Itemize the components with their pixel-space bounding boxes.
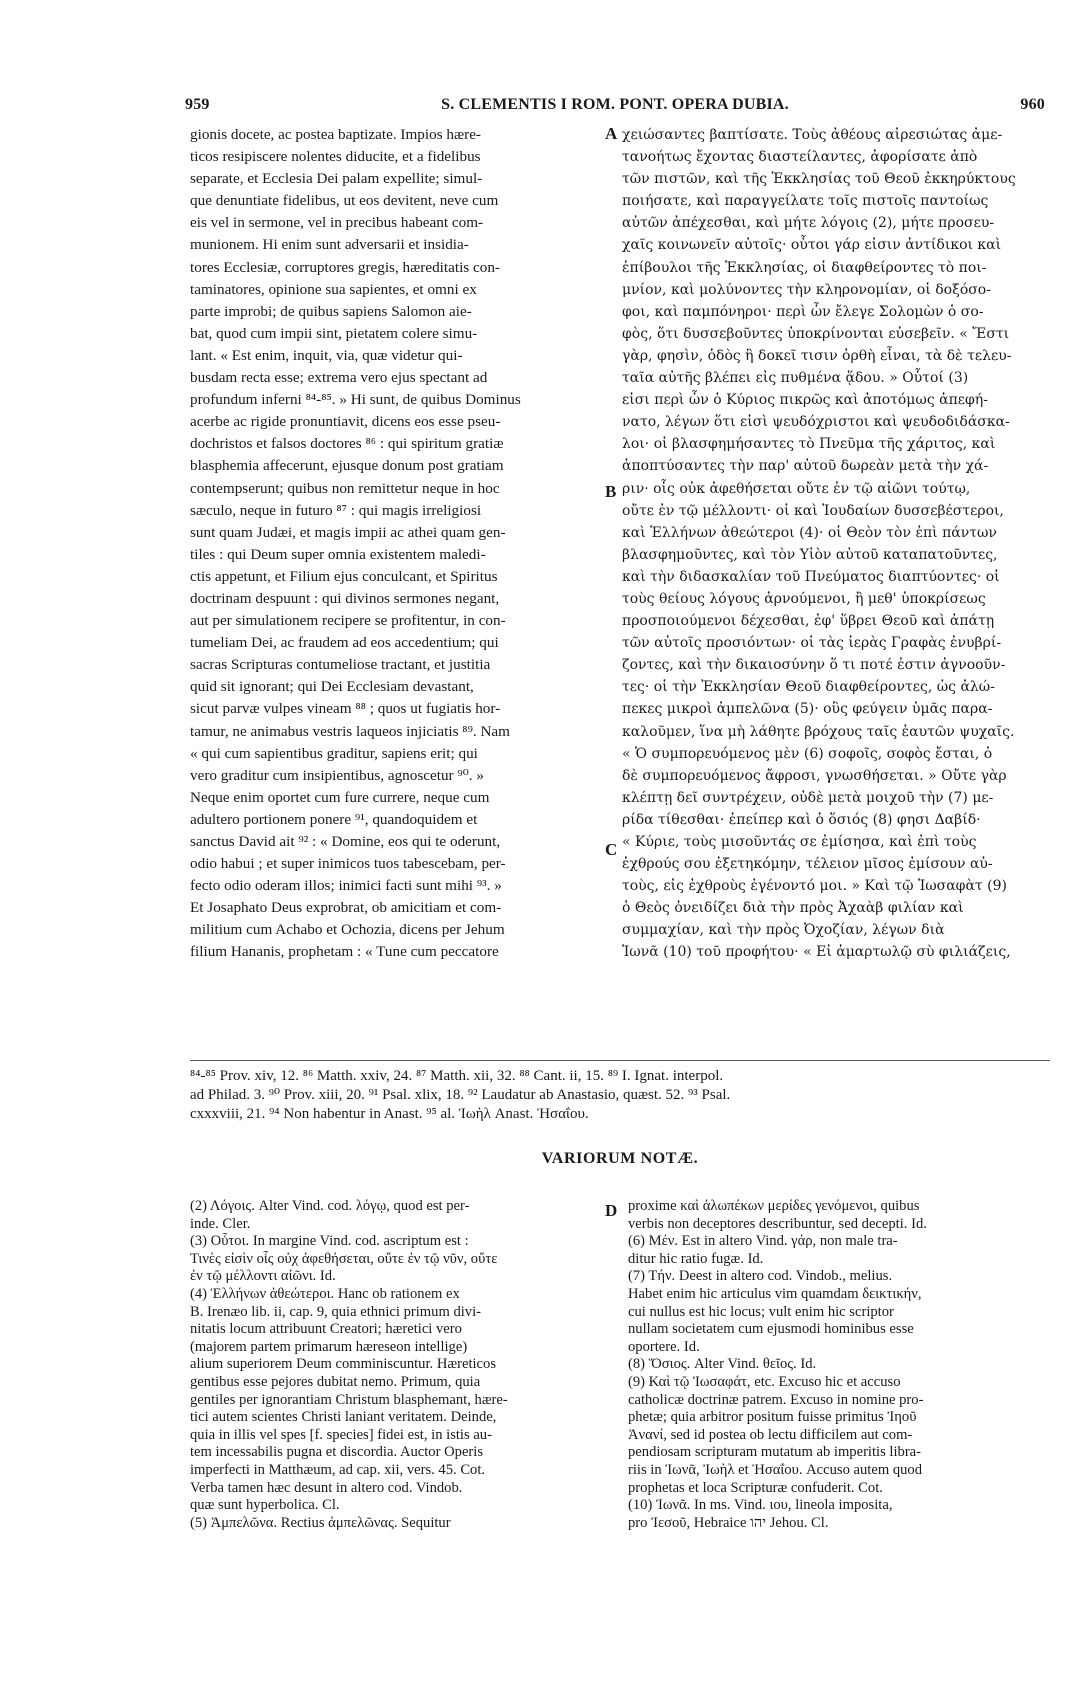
text-line: λοι· οἱ βλασφημήσαντες τὸ Πνεῦμα τῆς χάριτος, καὶ (622, 436, 996, 453)
text-line: acerbe ac rigide pronuntiavit, dicens eos esse pseu- (190, 413, 501, 431)
text-line: ὁ Θεὸς ὀνειδίζει διὰ τὴν πρὸς Ἀχαὰβ φιλίαν καὶ (622, 900, 964, 917)
reference-line: ⁸⁴-⁸⁵ Prov. xiv, 12. ⁸⁶ Matth. xxiv, 24. ⁸⁷ Matth. xii, 32. ⁸⁸ Cant. ii, 15. ⁸⁹ I. Ignat. interpol. (190, 1068, 724, 1084)
text-line: φοι, καὶ παμπόνηροι· περὶ ὧν ἔλεγε Σολομὼν ὁ σο- (622, 303, 984, 320)
margin-mark-d: D (605, 1201, 618, 1220)
notes-title: VARIORUM NOTÆ. (541, 1150, 699, 1167)
text-line: ctis appetunt, et Filium ejus conculcant, et Spiritus (190, 567, 498, 585)
text-line: συμμαχίαν, καὶ τὴν πρὸς Ὀχοζίαν, λέγων διὰ (622, 922, 945, 939)
text-line: ταῖα αὐτῆς βλέπει εἰς πυθμένα ᾅδου. » Οὗτοί (3) (622, 370, 969, 387)
text-line: sæculo, neque in futuro ⁸⁷ : qui magis irreligiosi (190, 501, 482, 519)
text-line: taminatores, opinione sua sapientes, et omni ex (190, 280, 477, 298)
text-line: odio habui ; et super inimicos tuos tabescebam, per- (190, 855, 506, 873)
reference-line: cxxxviii, 21. ⁹⁴ Non habentur in Anast. ⁹⁵ al. Ἰωὴλ Anast. Ἡσαΐου. (190, 1106, 589, 1122)
note-line: prophetas et loca Scripturæ confuderit. Cot. (628, 1479, 883, 1496)
text-line: ἐπίβουλοι τῆς Ἐκκλησίας, οἱ διαφθείροντες τὸ ποι- (622, 259, 987, 276)
text-line: τανοήτως ἔχοντας διαστείλαντες, ἀφορίσατε ἀπὸ (622, 149, 978, 166)
text-line: χαῖς κοινωνεῖν αὐτοῖς· οὗτοι γάρ εἰσιν ἀντίδικοι καὶ (622, 237, 1002, 254)
note-line: (4) Ἑλλήνων ἀθεώτεροι. Hanc ob rationem ex (190, 1285, 460, 1302)
text-line: γὰρ, φησὶν, ὁδὸς ἣ δοκεῖ τισιν ὀρθὴ εἶναι, τὰ δὲ τελευ- (622, 347, 1012, 364)
text-line: vero graditur cum insipientibus, agnoscetur ⁹⁰. » (190, 766, 484, 784)
text-line: τοὺς, εἰς ἐχθροὺς ἐγένοντό μοι. » Καὶ τῷ Ἰωσαφὰτ (9) (622, 878, 1007, 895)
text-line: quid sit ignorant; qui Dei Ecclesiam devastant, (190, 678, 474, 696)
scripture-references (190, 1067, 1050, 1124)
margin-mark-b: B (605, 482, 617, 501)
text-line: profundum inferni ⁸⁴-⁸⁵. » Hi sunt, de quibus Dominus (190, 391, 521, 409)
text-line: sanctus David ait ⁹² : « Domine, eos qui te oderunt, (190, 833, 501, 850)
text-line: « Κύριε, τοὺς μισοῦντάς σε ἐμίσησα, καὶ ἐπὶ τοὺς (622, 834, 977, 850)
text-line: μνίον, καὶ μολύνοντες τὴν κληρονομίαν, οἱ δοξόσο- (622, 281, 991, 298)
note-line: (9) Καὶ τῷ Ἰωσαφάτ, etc. Excuso hic et accuso (628, 1373, 901, 1390)
text-line: τῶν πιστῶν, καὶ τῆς Ἐκκλησίας τοῦ Θεοῦ ἐκκηρύκτους (622, 171, 1016, 188)
page-number-left: 959 (185, 96, 210, 113)
text-line: ρίδα τίθεσθαι· ἐπείπερ καὶ ὁ ὅσιός (8) φησι Δαβίδ· (622, 811, 981, 828)
text-line: tiles : qui Deum super omnia existentem maledi- (190, 545, 486, 563)
text-line: blasphemia affecerunt, ejusque donum post gratiam (190, 457, 504, 475)
text-line: τῶν αὐτοῖς προσιόντων· οἱ τὰς ἱερὰς Γραφὰς ἐνυβρί- (622, 635, 1002, 652)
note-line: imperfecti in Matthæum, ad cap. xii, vers. 45. Cot. (190, 1461, 486, 1478)
note-line: pro Ἰεσοῦ, Hebraice יהו Jehou. Cl. (628, 1514, 829, 1531)
text-line: militium cum Achabo et Ochozia, dicens per Jehum (190, 921, 505, 939)
footnote-divider (190, 1060, 1050, 1061)
text-line: Et Josaphato Deus exprobrat, ob amicitiam et com- (190, 899, 502, 917)
text-line: aut per simulationem recipere se profitentur, in con- (190, 612, 506, 630)
margin-mark-c: C (605, 840, 618, 859)
note-line: (5) Ἀμπελῶνα. Rectius ἀμπελῶνας. Sequitur (190, 1514, 451, 1531)
margin-mark-a: A (605, 124, 618, 143)
note-line: phetæ; quia arbitror positum fuisse primitus Ἰηοῦ (628, 1409, 917, 1426)
text-line: busdam recta esse; extrema vero ejus spectant ad (190, 369, 488, 387)
note-line: ἐν τῷ μέλλοντι αἰῶνι. Id. (190, 1268, 336, 1285)
reference-line: ad Philad. 3. ⁹⁰ Prov. xiii, 20. ⁹¹ Psal. xlix, 18. ⁹² Laudatur ab Anastasio, quæst. 52. ⁹³ Psal. (190, 1087, 731, 1103)
note-line: nullam societatem cum ejusmodi hominibus esse (628, 1321, 914, 1338)
latin-text-column (190, 124, 600, 964)
note-line: Ἀνανί, sed id postea ob lectu difficilem aut com- (628, 1426, 913, 1443)
text-line: separate, et Ecclesia Dei palam expellite; simul- (190, 170, 483, 188)
text-line: sicut parvæ vulpes vineam ⁸⁸ ; quos ut fugiatis hor- (190, 700, 501, 718)
note-line: nitatis locum attribuunt Creatori; hæretici vero (190, 1321, 462, 1338)
note-line: Verba tamen hæc desunt in altero cod. Vindob. (190, 1479, 463, 1496)
text-line: προσποιούμενοι δέχεσθαι, ἐφ' ὕβρει Θεοῦ καὶ ἀπάτῃ (622, 613, 995, 630)
text-line: sacras Scripturas contumeliose tractant, et justitia (190, 656, 491, 674)
note-line: riis in Ἰωνᾶ, Ἰωὴλ et Ἡσαΐου. Accuso autem quod (628, 1461, 923, 1478)
text-line: οὔτε ἐν τῷ μέλλοντι· οἱ καὶ Ἰουδαίων δυσσεβέστεροι, (622, 502, 1004, 519)
note-line: (7) Τήν. Deest in altero cod. Vindob., melius. (628, 1268, 893, 1285)
note-line: oportere. Id. (628, 1338, 700, 1355)
text-line: tores Ecclesiæ, corruptores gregis, hæreditatis con- (190, 258, 500, 276)
text-line: parte improbi; de quibus sapiens Salomon aie- (190, 302, 472, 320)
text-line: καὶ Ἑλλήνων ἀθεώτεροι (4)· οἱ Θεὸν τὸν ἐπὶ πάντων (622, 524, 997, 541)
text-line: τοὺς θείους λόγους ἀρνούμενοι, ἢ μεθ' ὑποκρίσεως (622, 590, 986, 607)
page-number-right: 960 (1020, 96, 1045, 113)
note-line: (majorem partem primarum hæreseon intellige) (190, 1338, 468, 1355)
text-line: καλοῦμεν, ἵνα μὴ λάθητε βρόχους ταῖς ἑαυτῶν ψυχαῖς. (622, 723, 1015, 740)
text-line: φὸς, ὅτι δυσσεβοῦντες ὑποκρίνονται εὐσεβεῖν. « Ἔστι (622, 325, 1010, 342)
note-line: inde. Cler. (190, 1215, 251, 1232)
notes-left-column (190, 1198, 600, 1532)
notes-right-column (628, 1198, 1050, 1532)
note-line: pendiosam scripturam mutatum ab imperitis libra- (628, 1444, 922, 1461)
text-line: dochristos et falsos doctores ⁸⁶ : qui spiritum gratiæ (190, 435, 504, 453)
text-line: doctrinam despuunt : qui divinos sermones negant, (190, 589, 500, 607)
text-line: contempserunt; quibus non remittetur neque in hoc (190, 479, 500, 497)
note-line: quæ sunt hyperbolica. Cl. (190, 1497, 340, 1514)
text-line: ποιήσατε, καὶ παραγγείλατε τοῖς πιστοῖς παντοίως (622, 193, 989, 210)
text-line: δὲ συμπορευόμενος ἄφροσι, γνωσθήσεται. » Οὔτε γὰρ (622, 767, 1007, 784)
text-line: αὐτῶν ἀπέχεσθαι, καὶ μήτε λόγοις (2), μήτε προσευ- (622, 215, 995, 232)
note-line: Habet enim hic articulus vim quamdam δεικτικήν, (628, 1285, 922, 1302)
text-line: lant. « Est enim, inquit, via, quæ videtur qui- (190, 346, 463, 364)
text-line: ἐχθρούς σου ἐξετηκόμην, τέλειον μῖσος ἐμίσουν αὐ- (622, 856, 993, 873)
text-line: ἀποπτύσαντες τὴν παρ' αὐτοῦ δωρεὰν μετὰ τὴν χά- (622, 458, 989, 475)
text-line: εἰσι περὶ ὧν ὁ Κύριος πικρῶς καὶ ἀποτόμως ἀπεφή- (622, 392, 988, 409)
text-line: ticos resipiscere nolentes diducite, et a fidelibus (190, 148, 481, 166)
note-line: gentiles per ignorantiam Christum blasphemant, hære- (190, 1391, 508, 1408)
text-line: χειώσαντες βαπτίσατε. Τοὺς ἀθέους αἱρεσιώτας ἀμε- (622, 127, 1003, 143)
note-line: verbis non deceptores describuntur, sed decepti. Id. (628, 1215, 927, 1232)
note-line: tem incessabilis pugna et discordia. Auctor Operis (190, 1444, 484, 1461)
text-line: ριν· οἷς οὐκ ἀφεθήσεται οὔτε ἐν τῷ αἰῶνι τούτῳ, (622, 480, 971, 497)
text-line: gionis docete, ac postea baptizate. Impios hære- (190, 126, 481, 143)
note-line: cui nullus est hic locus; vult enim hic scriptor (628, 1303, 894, 1320)
note-line: quia in illis vel spes [f. species] fidei est, in istis au- (190, 1426, 492, 1443)
note-line: (3) Οὗτοι. In margine Vind. cod. ascriptum est : (190, 1233, 469, 1250)
text-line: sunt quam Judæi, et magis impii ac athei quam gen- (190, 523, 506, 541)
text-line: πεκες μικροὶ ἀμπελῶνα (5)· οὓς φεύγειν ὑμᾶς παρα- (622, 701, 993, 718)
note-line: ditur hic ratio fugæ. Id. (628, 1250, 764, 1267)
text-line: « Ὁ συμπορευόμενος μὲν (6) σοφοῖς, σοφὸς ἔσται, ὁ (622, 745, 993, 762)
text-line: Neque enim oportet cum fure currere, neque cum (190, 788, 490, 806)
text-line: tumeliam Dei, ac fraudem ad eos accedentium; qui (190, 634, 499, 652)
text-line: βλασφημοῦντες, καὶ τὸν Υἱὸν αὐτοῦ καταπατοῦντες, (622, 546, 998, 563)
text-line: Ἰωνᾶ (10) τοῦ προφήτου· « Εἰ ἁμαρτωλῷ σὺ φιλιάζεις, (622, 944, 1011, 961)
page-title: S. CLEMENTIS I ROM. PONT. OPERA DUBIA. (441, 96, 789, 113)
text-line: que denuntiate fidelibus, ut eos devitent, neve cum (190, 192, 499, 210)
text-line: κλέπτῃ δεῖ συντρέχειν, οὐδὲ μετὰ μοιχοῦ τὴν (7) με- (622, 789, 994, 806)
running-header (185, 96, 1045, 122)
text-line: adultero portionem ponere ⁹¹, quandoquidem et (190, 810, 478, 828)
note-line: (6) Μέν. Est in altero Vind. γάρ, non male tra- (628, 1233, 898, 1250)
text-line: eis vel in sermone, vel in precibus habeant com- (190, 214, 484, 232)
text-line: ζοντες, καὶ τὴν δικαιοσύνην ὅ τι ποτέ ἐστιν ἀγνοοῦν- (622, 657, 1006, 674)
note-line: (10) Ἰωνᾶ. In ms. Vind. ιου, lineola imposita, (628, 1497, 893, 1514)
text-line: tamur, ne animabus vestris laqueos injiciatis ⁸⁹. Nam (190, 722, 510, 740)
text-line: bat, quod cum impii sint, pietatem colere simu- (190, 324, 478, 342)
note-line: (8) Ὅσιος. Alter Vind. θεῖος. Id. (628, 1356, 817, 1373)
greek-text-column (622, 124, 1050, 964)
text-line: munionem. Hi enim sunt adversarii et insidia- (190, 236, 469, 254)
note-line: (2) Λόγοις. Alter Vind. cod. λόγῳ, quod est per- (190, 1198, 470, 1214)
note-line: gentibus esse pejores dubitat nemo. Primum, quia (190, 1373, 481, 1390)
note-line: catholicæ doctrinæ patrem. Excuso in nomine pro- (628, 1391, 924, 1408)
note-line: B. Irenæo lib. ii, cap. 9, quia ethnici primum divi- (190, 1303, 482, 1320)
note-line: proxime καὶ ἀλωπέκων μερίδες γενόμενοι, quibus (628, 1198, 920, 1214)
text-line: « qui cum sapientibus graditur, sapiens erit; qui (190, 744, 478, 762)
text-line: καὶ τὴν διδασκαλίαν τοῦ Πνεύματος διαπτύοντες· οἱ (622, 568, 1000, 585)
text-line: τες· οἱ τὴν Ἐκκλησίαν Θεοῦ διαφθείροντες, ὡς ἀλώ- (622, 679, 995, 696)
text-line: filium Hananis, prophetam : « Tune cum peccatore (190, 943, 499, 961)
note-line: Τινὲς εἰσὶν οἷς οὐχ ἀφεθήσεται, οὔτε ἐν τῷ νῦν, οὔτε (190, 1250, 498, 1267)
text-line: νατο, λέγων ὅτι εἰσὶ ψευδόχριστοι καὶ ψευδοδιδάσκα- (622, 414, 1010, 431)
note-line: alium superiorem Deum comminiscuntur. Hæreticos (190, 1356, 497, 1373)
note-line: tici autem scientes Christi laniant veritatem. Deinde, (190, 1409, 497, 1426)
text-line: fecto odio oderam illos; inimici facti sunt mihi ⁹³. » (190, 877, 502, 895)
